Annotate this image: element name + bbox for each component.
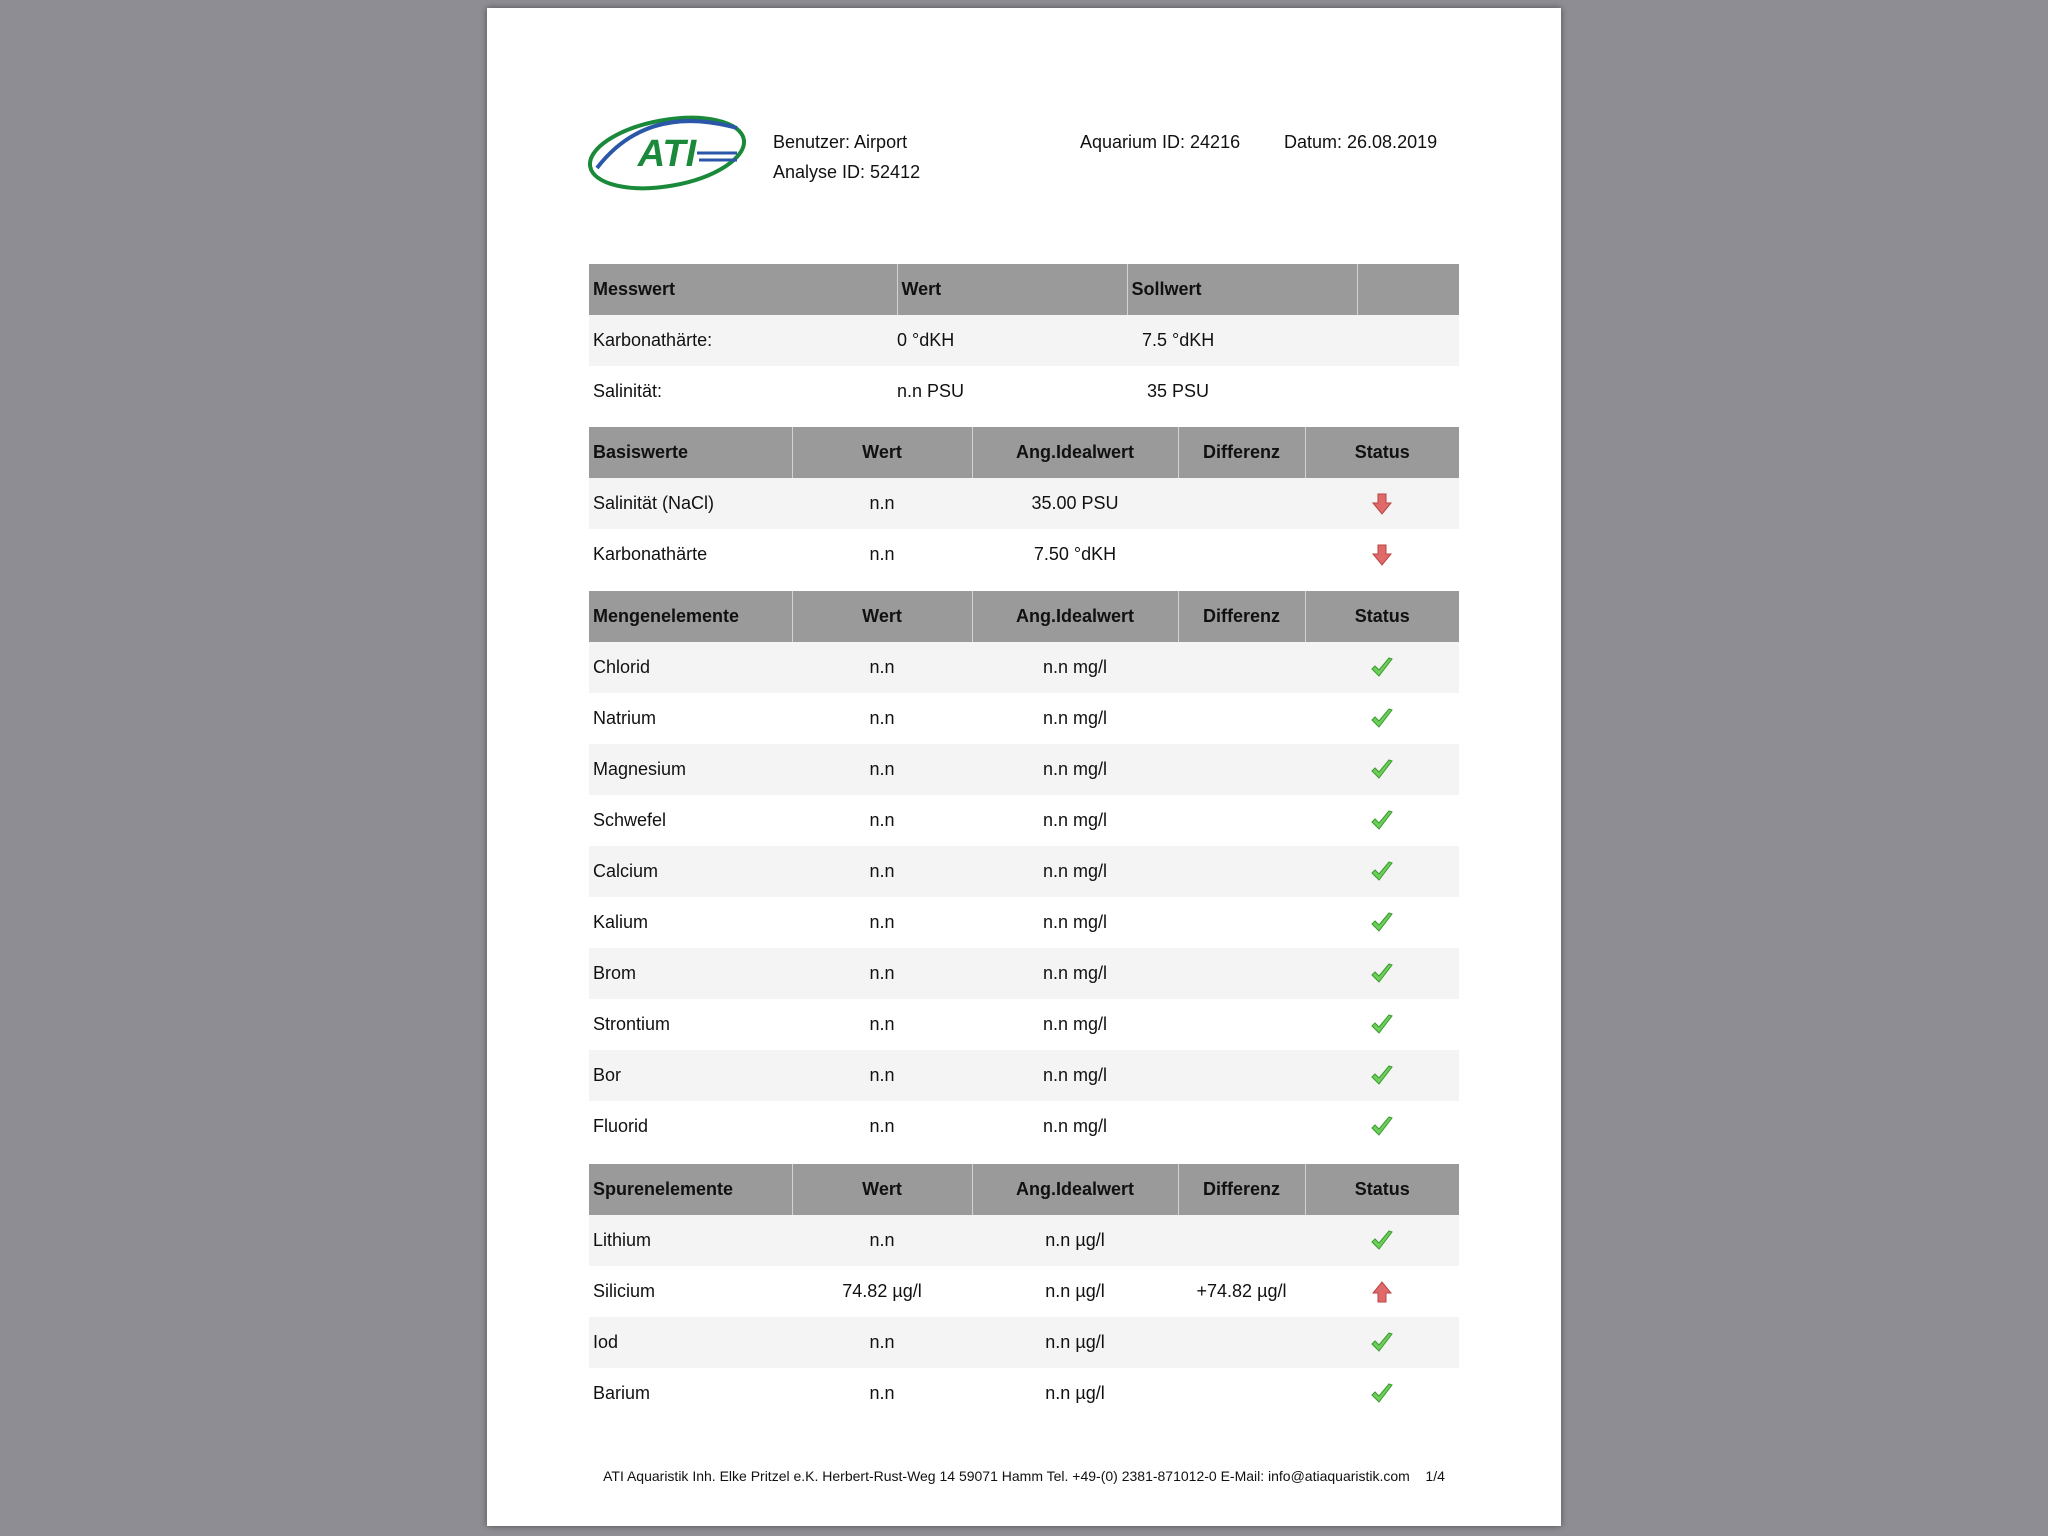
- element-name: Bor: [589, 1050, 792, 1101]
- date-label: Datum: 26.08.2019: [1284, 132, 1438, 152]
- mengenelemente-table: [589, 591, 1459, 1152]
- header-status: Status: [1305, 427, 1459, 478]
- element-ideal: n.n µg/l: [972, 1266, 1178, 1317]
- logo-text: ATI: [637, 133, 697, 175]
- table-row: [589, 693, 1459, 744]
- user-label: Benutzer: Airport: [773, 132, 908, 152]
- element-value: n.n: [792, 795, 972, 846]
- element-name: Calcium: [589, 846, 792, 897]
- header-differenz: Differenz: [1178, 427, 1305, 478]
- checkmark-icon: [1369, 961, 1395, 987]
- element-name: Fluorid: [589, 1101, 792, 1152]
- element-diff: [1178, 642, 1305, 693]
- element-value: n.n: [792, 1317, 972, 1368]
- section-header-row: [589, 427, 1459, 478]
- table-row: [589, 366, 1459, 417]
- element-ideal: n.n mg/l: [972, 795, 1178, 846]
- section-title: Mengenelemente: [589, 591, 792, 642]
- checkmark-icon: [1369, 910, 1395, 936]
- header-idealwert: Ang.Idealwert: [972, 591, 1178, 642]
- element-ideal: n.n mg/l: [972, 999, 1178, 1050]
- arrow-up-icon: [1369, 1279, 1395, 1305]
- document-page: [487, 8, 1561, 1526]
- element-value: n.n: [792, 529, 972, 580]
- element-ideal: 7.50 °dKH: [972, 529, 1178, 580]
- element-ideal: n.n mg/l: [972, 642, 1178, 693]
- element-ideal: n.n µg/l: [972, 1368, 1178, 1419]
- header-idealwert: Ang.Idealwert: [972, 427, 1178, 478]
- arrow-down-icon: [1369, 542, 1395, 568]
- element-diff: [1178, 693, 1305, 744]
- status-cell: [1305, 1215, 1459, 1266]
- element-value: n.n: [792, 1215, 972, 1266]
- measurement-value: n.n PSU: [897, 366, 1127, 417]
- table-row: [589, 744, 1459, 795]
- element-value: n.n: [792, 897, 972, 948]
- element-value: 74.82 µg/l: [792, 1266, 972, 1317]
- table-row: [589, 897, 1459, 948]
- checkmark-icon: [1369, 706, 1395, 732]
- header-wert: Wert: [792, 1164, 972, 1215]
- header-wert: Wert: [792, 427, 972, 478]
- table-row: [589, 999, 1459, 1050]
- element-ideal: n.n mg/l: [972, 1101, 1178, 1152]
- header-wert: Wert: [792, 591, 972, 642]
- status-cell: [1305, 999, 1459, 1050]
- element-name: Silicium: [589, 1266, 792, 1317]
- header-differenz: Differenz: [1178, 591, 1305, 642]
- spurenelemente-table: [589, 1164, 1459, 1419]
- section-header-row: [589, 1164, 1459, 1215]
- status-cell: [1305, 529, 1459, 580]
- table-row: [589, 846, 1459, 897]
- checkmark-icon: [1369, 757, 1395, 783]
- page-number: 1/4: [1425, 1468, 1445, 1484]
- table-row: [589, 315, 1459, 366]
- measurement-table: [589, 264, 1459, 417]
- element-name: Natrium: [589, 693, 792, 744]
- measurement-name: Karbonathärte:: [589, 315, 897, 366]
- table-row: [589, 642, 1459, 693]
- measurement-name: Salinität:: [589, 366, 897, 417]
- element-value: n.n: [792, 948, 972, 999]
- element-ideal: n.n mg/l: [972, 744, 1178, 795]
- element-value: n.n: [792, 1050, 972, 1101]
- element-name: Chlorid: [589, 642, 792, 693]
- header-sollwert: Sollwert: [1127, 264, 1357, 315]
- element-ideal: n.n mg/l: [972, 693, 1178, 744]
- footer-text: ATI Aquaristik Inh. Elke Pritzel e.K. Herbert-Rust-Weg 14 59071 Hamm Tel. +49-(0) 2381-871012-0 E-Mail: info@atiaquaristik.com: [603, 1468, 1410, 1484]
- status-cell: [1305, 1317, 1459, 1368]
- section-title: Spurenelemente: [589, 1164, 792, 1215]
- empty-cell: [1357, 315, 1459, 366]
- element-diff: [1178, 1101, 1305, 1152]
- table-row: [589, 1368, 1459, 1419]
- element-value: n.n: [792, 999, 972, 1050]
- element-ideal: 35.00 PSU: [972, 478, 1178, 529]
- status-cell: [1305, 478, 1459, 529]
- element-value: n.n: [792, 693, 972, 744]
- element-diff: [1178, 529, 1305, 580]
- header-idealwert: Ang.Idealwert: [972, 1164, 1178, 1215]
- element-name: Salinität (NaCl): [589, 478, 792, 529]
- element-name: Strontium: [589, 999, 792, 1050]
- arrow-down-icon: [1369, 491, 1395, 517]
- status-cell: [1305, 1050, 1459, 1101]
- header-status: Status: [1305, 591, 1459, 642]
- element-ideal: n.n mg/l: [972, 948, 1178, 999]
- element-name: Schwefel: [589, 795, 792, 846]
- checkmark-icon: [1369, 1063, 1395, 1089]
- footer: [487, 1468, 1561, 1484]
- header-empty: [1357, 264, 1459, 315]
- element-value: n.n: [792, 846, 972, 897]
- header-differenz: Differenz: [1178, 1164, 1305, 1215]
- checkmark-icon: [1369, 859, 1395, 885]
- element-ideal: n.n µg/l: [972, 1215, 1178, 1266]
- element-value: n.n: [792, 1368, 972, 1419]
- element-diff: [1178, 1215, 1305, 1266]
- element-diff: [1178, 1368, 1305, 1419]
- table-row: [589, 1317, 1459, 1368]
- element-name: Lithium: [589, 1215, 792, 1266]
- analysis-id-label: Analyse ID: 52412: [773, 162, 921, 182]
- element-diff: [1178, 846, 1305, 897]
- status-cell: [1305, 1266, 1459, 1317]
- status-cell: [1305, 642, 1459, 693]
- aquarium-id-label: Aquarium ID: 24216: [1080, 132, 1241, 152]
- element-diff: [1178, 999, 1305, 1050]
- table-row: [589, 1266, 1459, 1317]
- element-diff: [1178, 897, 1305, 948]
- element-diff: [1178, 1317, 1305, 1368]
- table-row: [589, 529, 1459, 580]
- element-ideal: n.n µg/l: [972, 1317, 1178, 1368]
- checkmark-icon: [1369, 1114, 1395, 1140]
- element-diff: [1178, 795, 1305, 846]
- status-cell: [1305, 846, 1459, 897]
- checkmark-icon: [1369, 808, 1395, 834]
- status-cell: [1305, 1368, 1459, 1419]
- checkmark-icon: [1369, 655, 1395, 681]
- ati-logo: [587, 108, 747, 198]
- element-diff: +74.82 µg/l: [1178, 1266, 1305, 1317]
- element-diff: [1178, 948, 1305, 999]
- element-name: Kalium: [589, 897, 792, 948]
- table-row: [589, 1050, 1459, 1101]
- table-row: [589, 948, 1459, 999]
- element-ideal: n.n mg/l: [972, 1050, 1178, 1101]
- basiswerte-table: [589, 427, 1459, 580]
- element-diff: [1178, 744, 1305, 795]
- element-name: Brom: [589, 948, 792, 999]
- section-header-row: [589, 591, 1459, 642]
- checkmark-icon: [1369, 1381, 1395, 1407]
- table-row: [589, 1215, 1459, 1266]
- element-value: n.n: [792, 478, 972, 529]
- header-status: Status: [1305, 1164, 1459, 1215]
- status-cell: [1305, 744, 1459, 795]
- section-title: Basiswerte: [589, 427, 792, 478]
- measurement-value: 0 °dKH: [897, 315, 1127, 366]
- checkmark-icon: [1369, 1228, 1395, 1254]
- header-wert: Wert: [897, 264, 1127, 315]
- element-value: n.n: [792, 744, 972, 795]
- table-row: [589, 795, 1459, 846]
- element-diff: [1178, 478, 1305, 529]
- table-row: [589, 478, 1459, 529]
- element-diff: [1178, 1050, 1305, 1101]
- element-name: Karbonathärte: [589, 529, 792, 580]
- status-cell: [1305, 795, 1459, 846]
- element-name: Barium: [589, 1368, 792, 1419]
- status-cell: [1305, 897, 1459, 948]
- element-ideal: n.n mg/l: [972, 846, 1178, 897]
- status-cell: [1305, 948, 1459, 999]
- checkmark-icon: [1369, 1330, 1395, 1356]
- measurement-target: 7.5 °dKH: [1127, 315, 1357, 366]
- element-name: Iod: [589, 1317, 792, 1368]
- element-value: n.n: [792, 642, 972, 693]
- header-messwert: Messwert: [589, 264, 897, 315]
- table-row: [589, 1101, 1459, 1152]
- status-cell: [1305, 1101, 1459, 1152]
- checkmark-icon: [1369, 1012, 1395, 1038]
- element-name: Magnesium: [589, 744, 792, 795]
- measurement-header-row: [589, 264, 1459, 315]
- status-cell: [1305, 693, 1459, 744]
- measurement-target: 35 PSU: [1127, 366, 1357, 417]
- empty-cell: [1357, 366, 1459, 417]
- element-value: n.n: [792, 1101, 972, 1152]
- element-ideal: n.n mg/l: [972, 897, 1178, 948]
